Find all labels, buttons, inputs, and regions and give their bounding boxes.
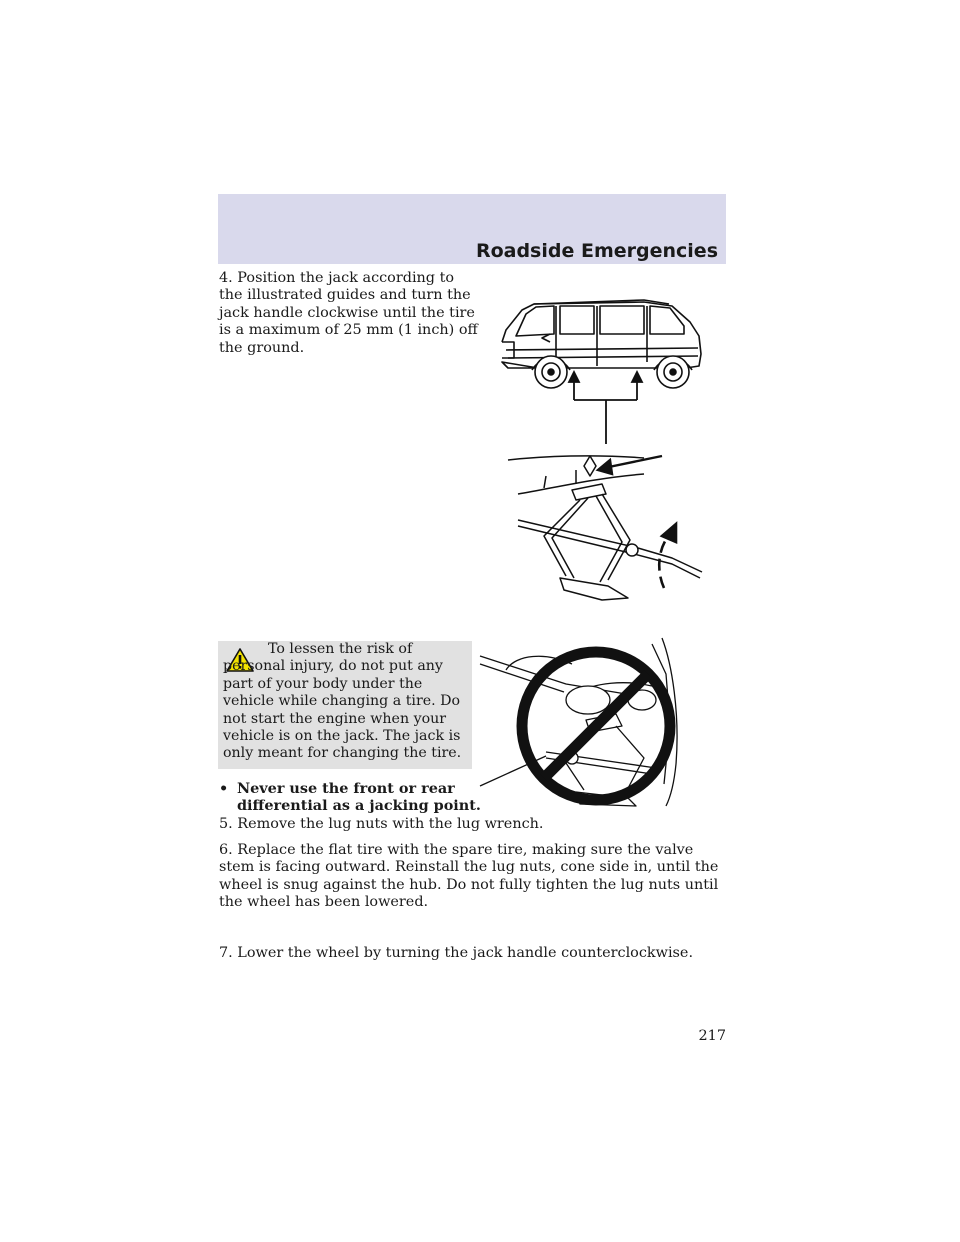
warning-box bbox=[218, 641, 472, 769]
differential-bullet bbox=[219, 780, 489, 815]
prohibited-jacking-figure bbox=[476, 634, 694, 810]
step-5-text: 5. Remove the lug nuts with the lug wrench. bbox=[219, 816, 544, 832]
warning-text: To lessen the risk of personal injury, do not put any part of your body under the vehicle while changing a tire. Do not start the engine when your vehicle is on the jack. The jack is only meant for changing the tire. bbox=[223, 641, 462, 762]
suv-illustration bbox=[494, 296, 714, 446]
page-number: 217 bbox=[698, 1028, 726, 1044]
bullet-symbol: • bbox=[219, 780, 229, 797]
section-title: Roadside Emergencies bbox=[475, 240, 718, 262]
step-6-text: 6. Replace the flat tire with the spare tire, making sure the valve stem is facing outward. Reinstall the lug nuts, cone side in, until the wheel is snug against the hub. Do not fully tighten the lug nuts until the wheel has been lowered. bbox=[219, 842, 719, 911]
no-jacking-under-differential-illustration bbox=[476, 634, 694, 810]
step-4-text: 4. Position the jack according to the illustrated guides and turn the jack handle clockwise until the tire is a maximum of 25 mm (1 inch) off the ground. bbox=[219, 270, 478, 356]
scissor-jack-illustration bbox=[504, 448, 704, 608]
section-header-band bbox=[218, 194, 726, 264]
vehicle-jacking-points-figure bbox=[494, 296, 714, 446]
step-7-text: 7. Lower the wheel by turning the jack handle counterclockwise. bbox=[219, 945, 694, 961]
scissor-jack-figure bbox=[504, 448, 704, 608]
warning-text-container bbox=[223, 641, 471, 763]
bullet-text: Never use the front or rear differential as a jacking point. bbox=[237, 780, 481, 815]
